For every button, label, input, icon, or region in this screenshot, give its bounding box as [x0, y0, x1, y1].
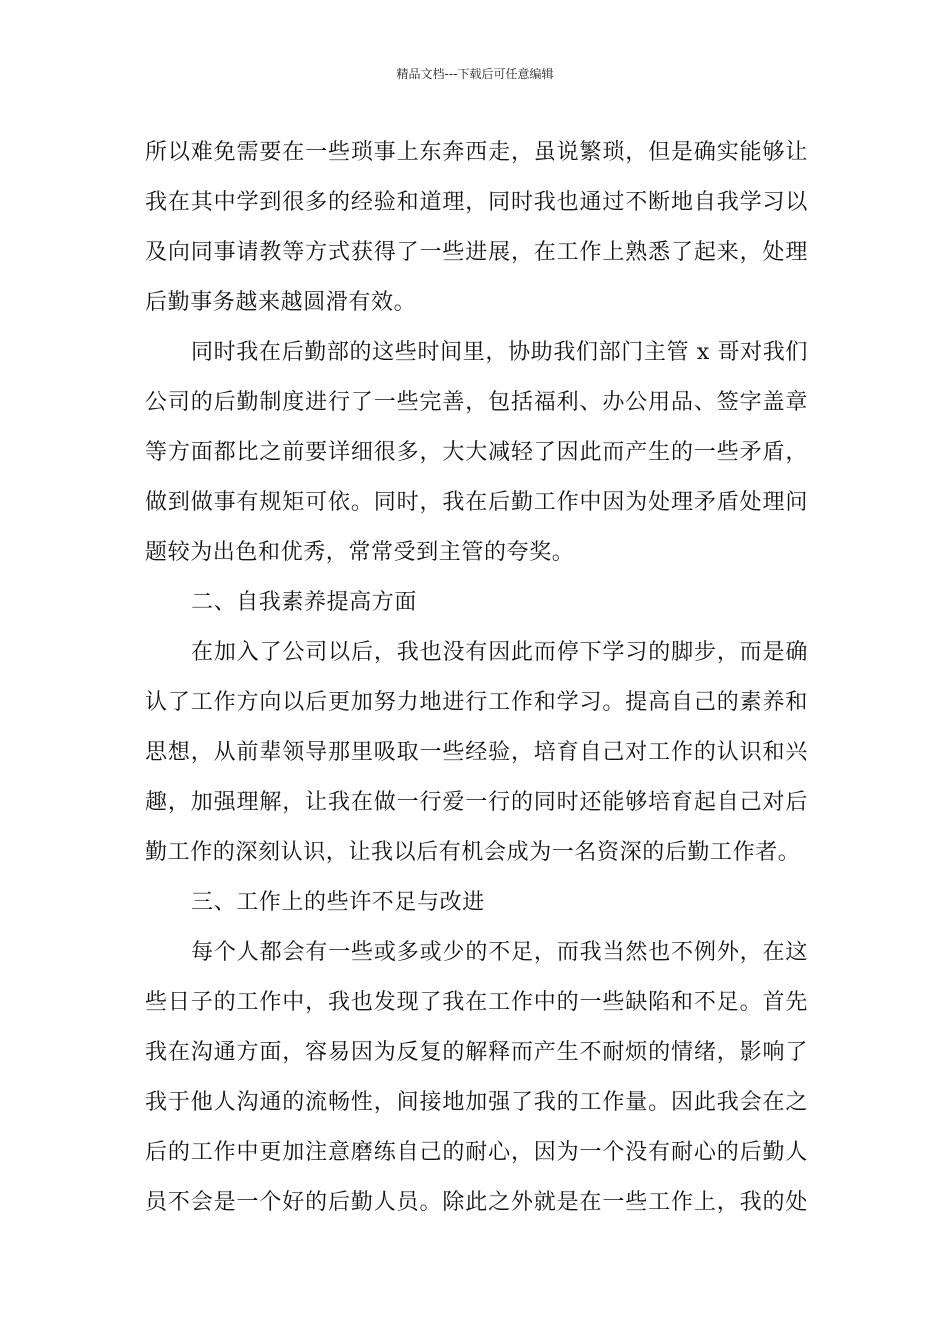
page-header: 精品文档---下载后可任意编辑 — [396, 67, 554, 81]
paragraph-line: 趣，加强理解，让我在做一行爱一行的同时还能够培育起自己对后 — [145, 790, 808, 815]
paragraph-line: 在加入了公司以后，我也没有因此而停下学习的脚步，而是确 — [191, 640, 808, 665]
paragraph-line: 认了工作方向以后更加努力地进行工作和学习。提高自己的素养和 — [145, 690, 808, 715]
paragraph-line: 后勤事务越来越圆滑有效。 — [145, 290, 417, 315]
paragraph-line: 思想，从前辈领导那里吸取一些经验，培育自己对工作的认识和兴 — [145, 740, 808, 765]
paragraph-line: 员不会是一个好的后勤人员。除此之外就是在一些工作上，我的处 — [145, 1190, 808, 1215]
paragraph-line: 后的工作中更加注意磨练自己的耐心，因为一个没有耐心的后勤人 — [145, 1140, 808, 1165]
section-heading: 三、工作上的些许不足与改进 — [191, 890, 485, 915]
paragraph-line: 等方面都比之前要详细很多，大大减轻了因此而产生的一些矛盾， — [145, 440, 808, 465]
paragraph-line: 我在沟通方面，容易因为反复的解释而产生不耐烦的情绪，影响了 — [145, 1040, 808, 1065]
paragraph-line: 公司的后勤制度进行了一些完善，包括福利、办公用品、签字盖章 — [145, 390, 808, 415]
paragraph-line: 些日子的工作中，我也发现了我在工作中的一些缺陷和不足。首先 — [145, 990, 808, 1015]
paragraph-line: 同时我在后勤部的这些时间里，协助我们部门主管 x 哥对我们 — [191, 340, 808, 365]
paragraph-line: 我在其中学到很多的经验和道理，同时我也通过不断地自我学习以 — [145, 190, 808, 215]
paragraph-line: 勤工作的深刻认识，让我以后有机会成为一名资深的后勤工作者。 — [145, 840, 801, 865]
paragraph-line: 题较为出色和优秀，常常受到主管的夸奖。 — [145, 540, 575, 565]
document-body — [145, 128, 808, 1228]
paragraph-line: 做到做事有规矩可依。同时，我在后勤工作中因为处理矛盾处理问 — [145, 490, 808, 515]
paragraph-line: 我于他人沟通的流畅性，间接地加强了我的工作量。因此我会在之 — [145, 1090, 808, 1115]
paragraph-line: 所以难免需要在一些琐事上东奔西走，虽说繁琐，但是确实能够让 — [145, 140, 808, 165]
paragraph-line: 每个人都会有一些或多或少的不足，而我当然也不例外，在这 — [191, 940, 808, 965]
paragraph-line: 及向同事请教等方式获得了一些进展，在工作上熟悉了起来，处理 — [145, 240, 808, 265]
section-heading: 二、自我素养提高方面 — [191, 590, 418, 615]
